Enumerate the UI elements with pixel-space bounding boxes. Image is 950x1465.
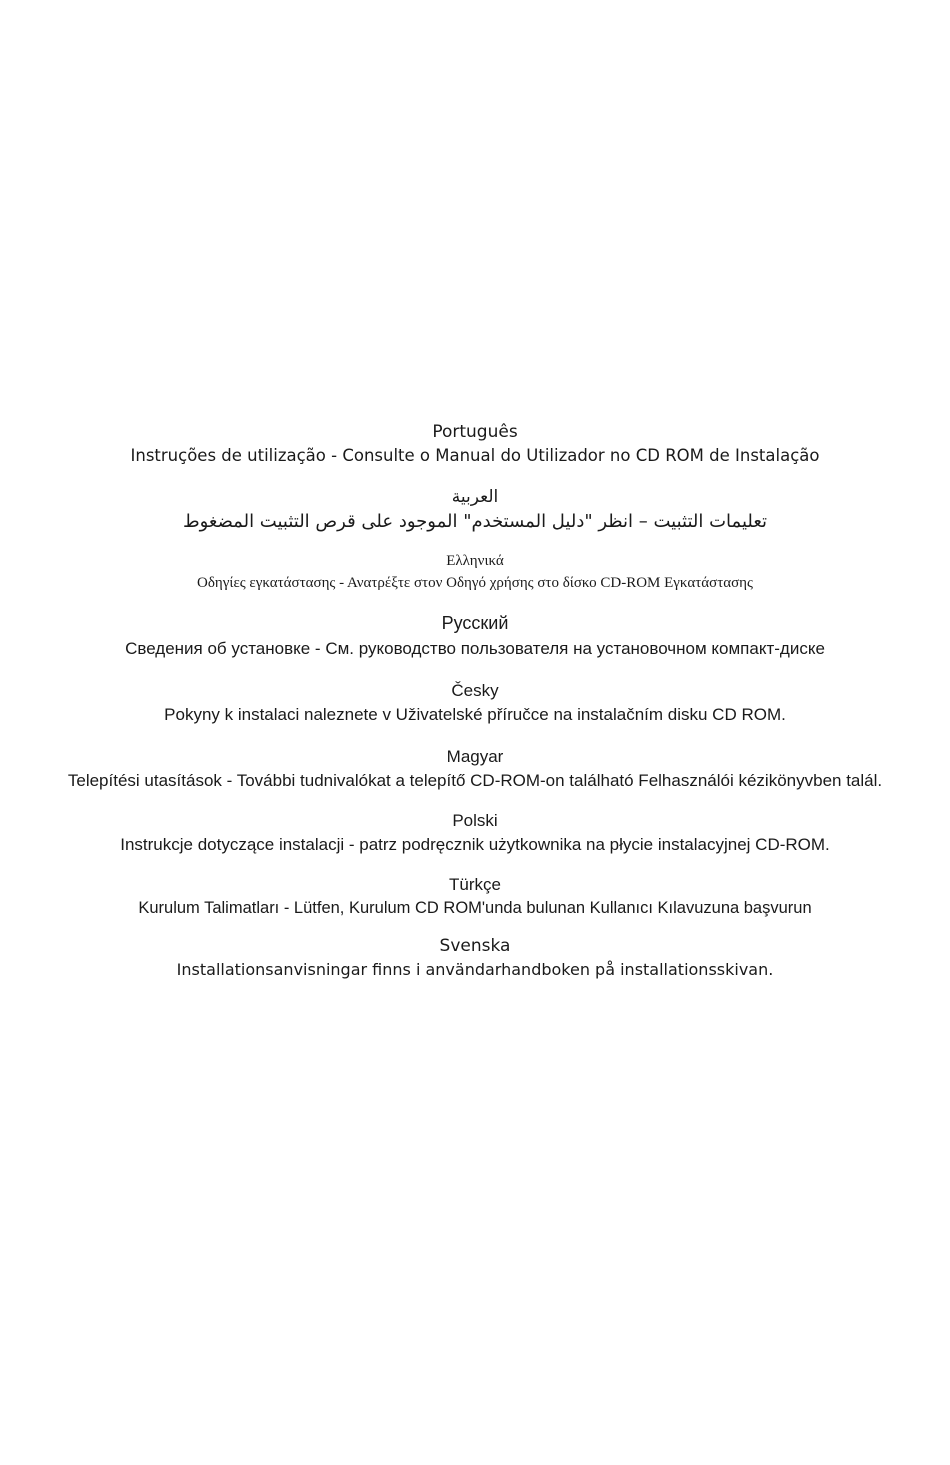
lang-name-russian: Русский [441, 613, 509, 633]
lang-text-hungarian: Telepítési utasítások - További tudnivalókat a telepítő CD-ROM-on található Felhasználói kézikönyvben talál. [67, 771, 883, 791]
lang-block-russian [0, 612, 950, 680]
lang-block-greek [0, 552, 950, 612]
lang-name-swedish: Svenska [439, 936, 511, 956]
lang-text-portuguese: Instruções de utilização - Consulte o Manual do Utilizador no CD ROM de Instalação [130, 446, 820, 466]
installation-instructions-page [0, 422, 950, 996]
lang-text-polish: Instrukcje dotyczące instalacji - patrz podręcznik użytkownika na płycie instalacyjnej CD-ROM. [120, 835, 830, 855]
lang-text-greek: Οδηγίες εγκατάστασης - Ανατρέξτε στον Οδηγό χρήσης στο δίσκο CD-ROM Εγκατάστασης [197, 574, 753, 591]
lang-block-hungarian [0, 746, 950, 810]
lang-text-turkish: Kurulum Talimatları - Lütfen, Kurulum CD ROM'unda bulunan Kullanıcı Kılavuzuna başvurun [138, 899, 812, 918]
lang-text-czech: Pokyny k instalaci naleznete v Uživatelské příručce na instalačním disku CD ROM. [164, 705, 786, 725]
lang-name-czech: Česky [451, 681, 499, 700]
lang-name-greek: Ελληνικά [446, 553, 504, 569]
lang-name-portuguese: Português [432, 422, 518, 442]
lang-block-czech [0, 680, 950, 746]
lang-block-swedish [0, 936, 950, 996]
lang-text-russian: Сведения об установке - См. руководство пользователя на установочном компакт-диске [125, 638, 825, 658]
lang-name-arabic: العربية [451, 487, 499, 507]
lang-text-swedish: Installationsanvisningar finns i användarhandboken på installationsskivan. [176, 960, 774, 980]
lang-block-arabic [0, 487, 950, 552]
lang-block-portuguese [0, 422, 950, 487]
lang-block-turkish [0, 874, 950, 936]
lang-text-arabic: تعليمات التثبيت – انظر "دليل المستخدم" الموجود على قرص التثبيت المضغوط [182, 511, 768, 533]
lang-block-polish [0, 810, 950, 874]
lang-name-hungarian: Magyar [446, 747, 504, 766]
lang-name-polish: Polski [452, 811, 498, 830]
lang-name-turkish: Türkçe [449, 875, 501, 894]
